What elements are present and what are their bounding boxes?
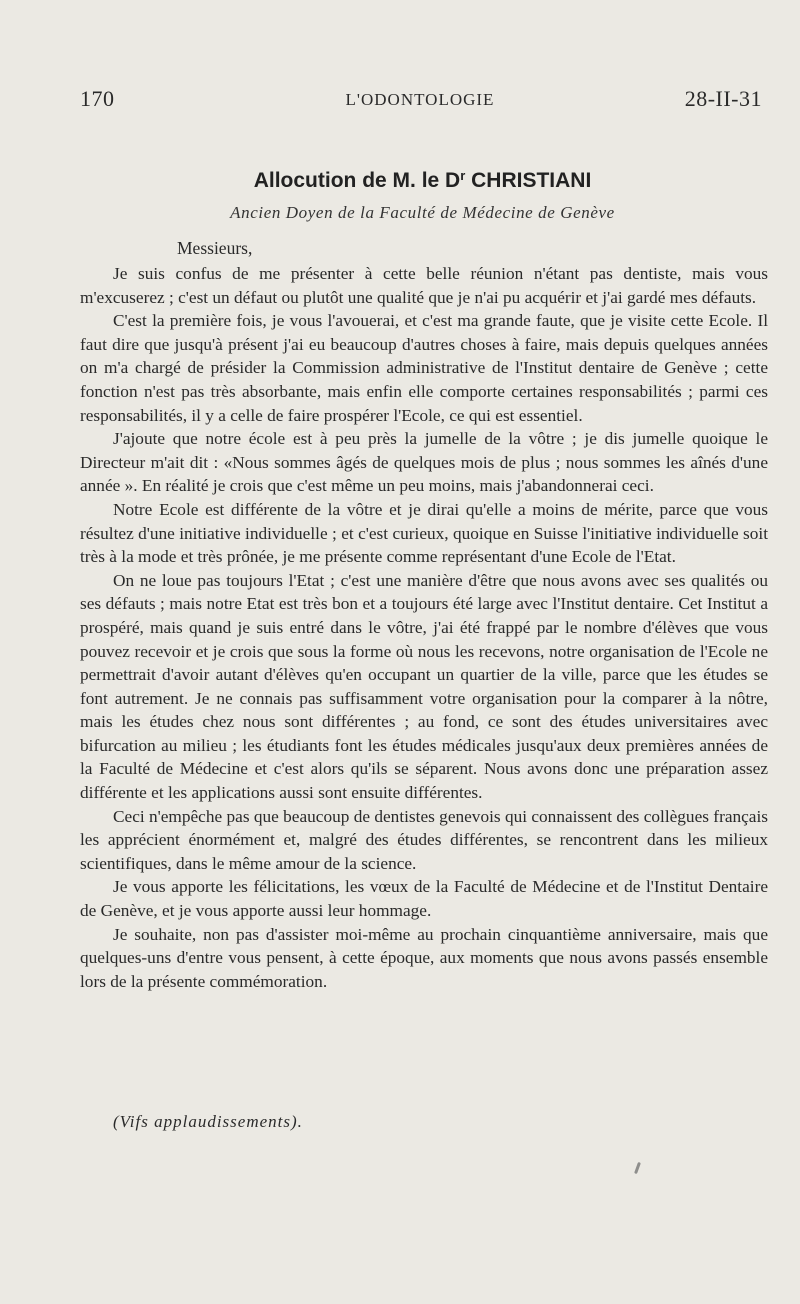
title-name: CHRISTIANI (465, 169, 592, 192)
paragraph: Ceci n'empêche pas que beaucoup de dentistes genevois qui connaissent des collègues français les apprécient énormément et, malgré des études différentes, se rencontrent dans les milieux scientifiques, dans le même amour de la science. (80, 806, 768, 873)
paragraph: Je suis confus de me présenter à cette belle réunion n'étant pas dentiste, mais vous m'excuserez ; c'est un défaut ou plutôt une qualité que je n'ai pu acquérir et j'ai gardé mes défauts. (80, 264, 768, 307)
title-main: Allocution de M. le D (253, 169, 461, 192)
paragraph: C'est la première fois, je vous l'avouerai, et c'est ma grande faute, que je visite cette Ecole. Il faut dire que jusqu'à présent j'ai eu beaucoup d'autres choses à faire, mais depuis quelques années on m'a chargé de présider la Commission administrative de l'Institut dentaire de Genève ; cette fonction n'est pas très absorbante, mais enfin elle comporte certaines responsabilités ; parmi ces responsabilités, il y a celle de faire prospérer l'Ecole, ce qui est essentiel. (80, 311, 768, 425)
paragraph: Notre Ecole est différente de la vôtre et je dirai qu'elle a moins de mérite, parce que vous résultez d'une initiative individuelle ; et c'est curieux, quoique en Suisse l'initiative individuelle soit très à la mode et très prônée, je me présente comme représentant d'une Ecole de l'Etat. (80, 499, 768, 567)
issue-date: 28-II-31 (684, 86, 762, 111)
paragraph: J'ajoute que notre école est à peu près la jumelle de la vôtre ; je dis jumelle quoique le Directeur m'ait dit : «Nous sommes âgés de quelques mois de plus ; nous sommes les aînés d'une année ». En réalité je crois que c'est même un peu moins, mais j'abandonnerai ceci. (80, 429, 768, 496)
paragraph: Je souhaite, non pas d'assister moi-même au prochain cinquantième anniversaire, mais que quelques-uns d'entre vous pensent, à cette époque, aux moments que nous avons passés ensemble lors de la présente commémoration. (80, 924, 768, 991)
article-body (80, 262, 768, 993)
article-subtitle: Ancien Doyen de la Faculté de Médecine de Genève (230, 203, 615, 222)
closing-remark: (Vifs applaudissements). (113, 1112, 303, 1131)
paragraph: Je vous apporte les félicitations, les vœux de la Faculté de Médecine et de l'Institut Dentaire de Genève, et je vous apporte aussi leur hommage. (80, 877, 768, 921)
article-title (0, 168, 800, 193)
running-header (78, 86, 762, 120)
page-number: 170 (80, 86, 115, 111)
salutation: Messieurs, (177, 238, 253, 258)
ink-speck (634, 1162, 641, 1174)
journal-title: L'ODONTOLOGIE (345, 90, 495, 109)
paragraph: On ne loue pas toujours l'Etat ; c'est une manière d'être que nous avons avec ses qualités ou ses défauts ; mais notre Etat est très bon et a toujours été large avec l'Institut dentaire. Cet Institut a prospéré, mais quand je suis entré dans le vôtre, j'ai été frappé par le nombre d'élèves que vous pouvez recevoir et je crois que sous la forme où nous les recevons, notre organisation de l'Ecole ne permettrait d'avoir autant d'élèves qu'en occupant un quartier de la ville, parce que les études se font autrement. Je ne connais pas suffisamment votre organisation pour la comparer à la nôtre, mais les études chez nous sont différentes ; au fond, ce sont des études universitaires avec bifurcation au milieu ; les étudiants font les études médicales jusqu'aux deux premières années de la Faculté de Médecine et c'est alors qu'ils se séparent. Nous avons donc une préparation assez différente et les applications aussi sont ensuite différentes. (80, 570, 768, 803)
title-superscript: r (460, 168, 466, 183)
